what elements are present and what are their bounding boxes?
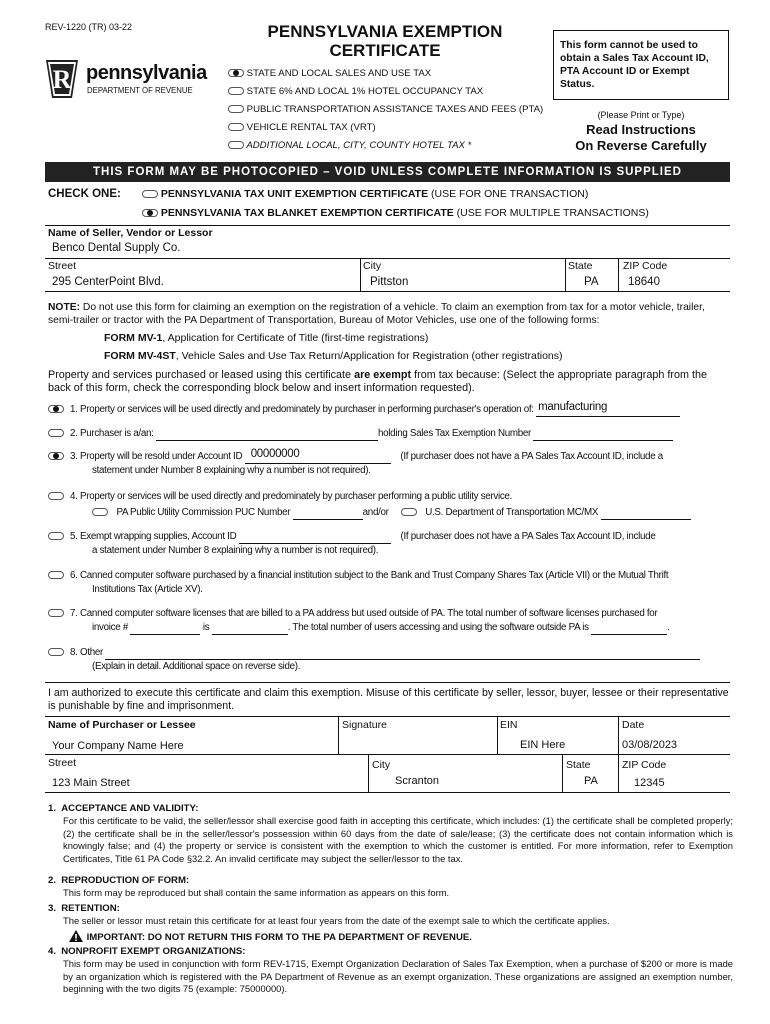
radio-icon[interactable]	[228, 123, 244, 131]
svg-text:R: R	[52, 65, 72, 94]
warning-icon	[68, 929, 84, 943]
purchaser-name-label: Name of Purchaser or Lessee	[48, 719, 196, 731]
radio-icon[interactable]	[142, 190, 158, 198]
form-mv4st: FORM MV-4ST, Vehicle Sales and Use Tax Return/Application for Registration (other registrations)	[104, 350, 563, 362]
other-field[interactable]	[105, 648, 700, 660]
radio-icon[interactable]	[48, 571, 64, 579]
note-text: NOTE: Do not use this form for claiming an exemption on the registration of a vehicle. To claim an exemption from tax for a motor vehicle, trailer, semi-trailer or tractor with the PA Department of Transportation, Bureau of Motor Vehicles, use one of the following forms:	[48, 302, 705, 326]
form-title: PENNSYLVANIA EXEMPTION CERTIFICATE	[267, 22, 503, 60]
instruction-4: 4. NONPROFIT EXEMPT ORGANIZATIONS: This form may be used in conjunction with form REV-1715, Exempt Organization Declaration of Sales Tax Exemption, when a purchase of $200 or more is made by an organization which is registered with the PA Department of Revenue as an exempt organization. These organizations are assigned an exemption number, beginning with the two digits 75 (example: 75000000).	[48, 946, 733, 995]
radio-icon[interactable]	[48, 429, 64, 437]
seller-name-label: Name of Seller, Vendor or Lessor	[48, 227, 213, 239]
exempt-intro: Property and services purchased or leased using this certificate are exempt from tax because: (Select the appropriate paragraph from the back of this form, check the corresponding block below and insert information requested).	[48, 369, 707, 394]
instruction-2: 2. REPRODUCTION OF FORM: This form may be reproduced but shall contain the same information as appears on this form.	[48, 875, 450, 899]
pa-logo	[42, 58, 227, 102]
exemption-number-field[interactable]	[533, 429, 673, 441]
seller-street-label: Street	[48, 260, 77, 272]
radio-icon[interactable]	[228, 141, 244, 149]
exempt-item-2[interactable]: 2. Purchaser is a/an: holding Sales Tax Exemption Number	[48, 427, 728, 441]
tax-type-0[interactable]: STATE AND LOCAL SALES AND USE TAX	[228, 68, 548, 86]
purchaser-street-label: Street	[48, 757, 77, 769]
mcmx-field[interactable]	[601, 508, 691, 520]
radio-icon[interactable]	[48, 405, 64, 413]
keystone-icon	[42, 58, 82, 100]
authorization-text: I am authorized to execute this certificate and claim this exemption. Misuse of this certificate by seller, lessor, buyer, lessee or their representative is punishable by fine and imprisonment.	[48, 687, 729, 712]
purchaser-city-label: City	[372, 759, 391, 771]
date-label: Date	[622, 719, 645, 731]
retention-warning: IMPORTANT: DO NOT RETURN THIS FORM TO THE PA DEPARTMENT OF REVENUE.	[86, 931, 472, 943]
operation-field[interactable]: manufacturing	[536, 405, 680, 417]
banner: THIS FORM MAY BE PHOTOCOPIED – VOID UNLESS COMPLETE INFORMATION IS SUPPLIED	[45, 162, 730, 182]
tax-type-4[interactable]: ADDITIONAL LOCAL, CITY, COUNTY HOTEL TAX *	[228, 140, 548, 158]
exempt-item-8[interactable]: 8. Other (Explain in detail. Additional space on reverse side).	[48, 646, 728, 674]
read-instructions: Read Instructions On Reverse Carefully	[575, 122, 707, 153]
form-code: REV-1220 (TR) 03-22	[45, 22, 133, 32]
print-note: (Please Print or Type)	[597, 110, 685, 120]
radio-icon[interactable]	[228, 87, 244, 95]
logo-dept: DEPARTMENT OF REVENUE	[87, 86, 193, 95]
resale-account-field[interactable]: 00000000	[245, 452, 391, 464]
cert-type-0[interactable]: PENNSYLVANIA TAX UNIT EXEMPTION CERTIFICATE (USE FOR ONE TRANSACTION)	[142, 188, 588, 200]
seller-city-label: City	[363, 260, 382, 272]
radio-icon[interactable]	[228, 105, 244, 113]
user-count-field[interactable]	[591, 623, 667, 635]
exempt-item-3[interactable]: 3. Property will be resold under Account ID 00000000 (If purchaser does not have a PA Sales Tax Account ID, include a statement under Number 8 explaining why a number is not required).	[48, 450, 728, 478]
radio-icon[interactable]	[48, 532, 64, 540]
radio-icon[interactable]	[48, 452, 64, 460]
tax-type-list	[228, 68, 548, 158]
radio-icon[interactable]	[228, 69, 244, 77]
radio-icon[interactable]	[48, 609, 64, 617]
ein-label: EIN	[500, 719, 518, 731]
seller-state[interactable]: PA	[584, 276, 599, 288]
tax-type-3[interactable]: VEHICLE RENTAL TAX (VRT)	[228, 122, 548, 140]
tax-type-1[interactable]: STATE 6% AND LOCAL 1% HOTEL OCCUPANCY TAX	[228, 86, 548, 104]
radio-icon[interactable]	[92, 508, 108, 516]
purchaser-name[interactable]: Your Company Name Here	[52, 740, 184, 752]
notice-box: This form cannot be used to obtain a Sales Tax Account ID, PTA Account ID or Exempt Status.	[553, 30, 729, 100]
exempt-item-7[interactable]: 7. Canned computer software licenses that are billed to a PA address but used outside of PA. The total number of software licenses purchased for invoice # is . The total number of users accessing and using the software outside PA is .	[48, 607, 728, 635]
license-count-field[interactable]	[212, 623, 288, 635]
purchaser-city[interactable]: Scranton	[395, 775, 440, 787]
seller-state-label: State	[568, 260, 593, 272]
seller-zip[interactable]: 18640	[628, 276, 660, 288]
wrapping-account-field[interactable]	[239, 532, 391, 544]
purchaser-state-label: State	[566, 759, 591, 771]
radio-icon[interactable]	[48, 648, 64, 656]
seller-zip-label: ZIP Code	[623, 260, 668, 272]
purchaser-zip-label: ZIP Code	[622, 759, 667, 771]
purchaser-type-field[interactable]	[156, 429, 378, 441]
exempt-item-5[interactable]: 5. Exempt wrapping supplies, Account ID (If purchaser does not have a PA Sales Tax Account ID, include a statement under Number 8 explaining why a number is not required).	[48, 530, 728, 558]
ein-value[interactable]: EIN Here	[520, 739, 566, 751]
check-one-label: CHECK ONE:	[48, 188, 121, 200]
seller-name[interactable]: Benco Dental Supply Co.	[52, 242, 181, 254]
exempt-item-6[interactable]: 6. Canned computer software purchased by a financial institution subject to the Bank and Trust Company Shares Tax (Article VII) or the Mutual Thrift Institutions Tax (Article XV).	[48, 569, 728, 597]
invoice-field[interactable]	[130, 623, 200, 635]
form-mv1: FORM MV-1, Application for Certificate of Title (first-time registrations)	[104, 332, 429, 344]
radio-icon[interactable]	[142, 209, 158, 217]
radio-icon[interactable]	[48, 492, 64, 500]
logo-name: pennsylvania	[86, 62, 207, 84]
date-value[interactable]: 03/08/2023	[622, 739, 678, 751]
purchaser-zip[interactable]: 12345	[634, 777, 665, 789]
puc-number-field[interactable]	[293, 508, 363, 520]
exempt-item-4[interactable]: 4. Property or services will be used directly and predominately by purchaser performing a public utility service. PA Public Utility Commission PUC Number and/or U.S. Department of Transportation MC/MX	[48, 490, 728, 520]
cert-type-1[interactable]: PENNSYLVANIA TAX BLANKET EXEMPTION CERTIFICATE (USE FOR MULTIPLE TRANSACTIONS)	[142, 207, 649, 219]
instruction-1: 1. ACCEPTANCE AND VALIDITY: For this certificate to be valid, the seller/lessor shall exercise good faith in accepting this certificate, which includes: (1) the certificate shall be completed properly; (2) the certificate shall be in the seller/lessor's possession within 60 days from the date of sale/lease; (3) the certificate does not contain information which is knowingly false; and (4) the property or service is consistent with the exemption to which the customer is entitled. For more information, refer to Exemption Certificates, Title 61 PA Code §32.2. An invalid certificate may subject the seller/lessor to the tax.	[48, 803, 733, 864]
instruction-3: 3. RETENTION: The seller or lessor must retain this certificate for at least four years from the date of the exempt sale to which the certificate applies. IMPORTANT: DO NOT RETURN THIS FORM TO THE PA DEPARTMENT OF REVENUE.	[48, 903, 610, 943]
signature-label: Signature	[342, 719, 387, 731]
purchaser-street[interactable]: 123 Main Street	[52, 777, 130, 789]
seller-street[interactable]: 295 CenterPoint Blvd.	[52, 276, 164, 288]
seller-city[interactable]: Pittston	[370, 276, 409, 288]
purchaser-state[interactable]: PA	[584, 775, 598, 787]
radio-icon[interactable]	[401, 508, 417, 516]
tax-type-2[interactable]: PUBLIC TRANSPORTATION ASSISTANCE TAXES AND FEES (PTA)	[228, 104, 548, 122]
exempt-item-1[interactable]: 1. Property or services will be used directly and predominately by purchaser in performing purchaser's operation of: manufacturing	[48, 403, 728, 417]
